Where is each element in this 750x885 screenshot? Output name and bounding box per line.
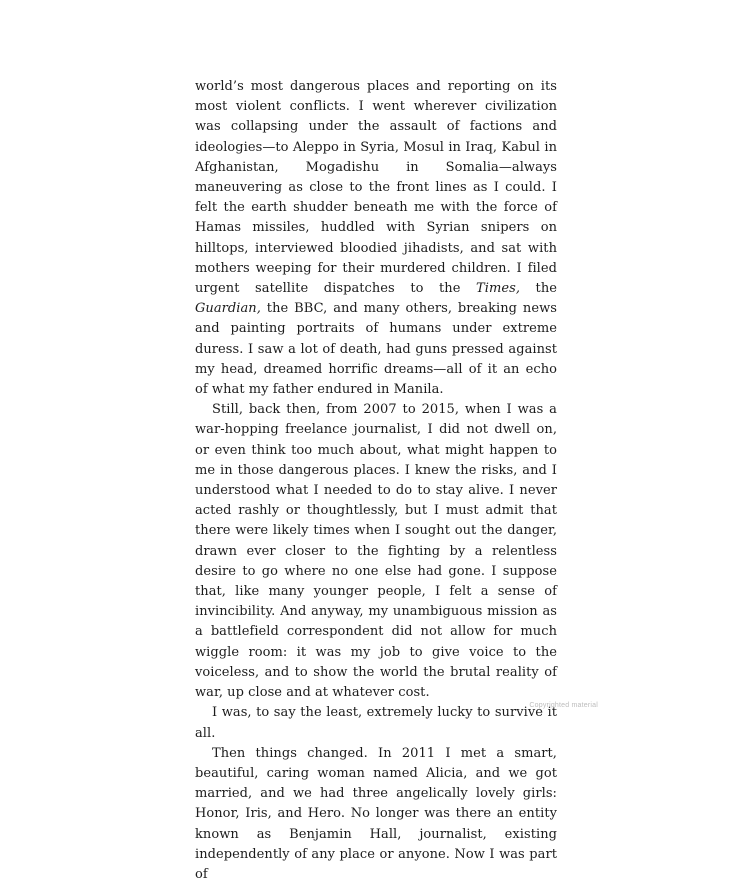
copyright-watermark: Copyrighted material <box>529 702 598 709</box>
paragraph-3: I was, to say the least, extremely lucky to survive it all. <box>195 705 557 741</box>
paragraph-2: Still, back then, from 2007 to 2015, when I was a war-hopping freelance journalist, I did not dwell on, or even think too much about, what might happen to me in those dangerous places. I knew the risks, and I understood what I needed to do to stay alive. I never acted rashly or thoughtlessly, but I must admit that there were likely times when I sought out the danger, drawn ever closer to the fighting by a relentless desire to go where no one else had gone. I suppose that, like many younger people, I felt a sense of invincibility. And anyway, my unambiguous mission as a battlefield correspondent did not allow for much wiggle room: it was my job to give voice to the voiceless, and to show the world the brutal reality of war, up close and at whatever cost. <box>195 402 557 701</box>
body-text <box>195 77 557 885</box>
paragraph-1: world’s most dangerous places and reporting on its most violent conflicts. I went wherever civilization was collapsing under the assault of factions and ideologies—to Aleppo in Syria, Mosul in Iraq, Kabul in Afghanistan, Mogadishu in Somalia—always maneuvering as close to the front lines as I could. I felt the earth shudder beneath me with the force of Hamas missiles, huddled with Syrian snipers on hilltops, interviewed bloodied jihadists, and sat with mothers weeping for their murdered children. I filed urgent satellite dispatches to the Times, the Guardian, the BBC, and many others, breaking news and painting portraits of humans under extreme duress. I saw a lot of death, had guns pressed against my head, dreamed horrific dreams—all of it an echo of what my father endured in Manila. <box>195 79 557 398</box>
paragraph-4: Then things changed. In 2011 I met a smart, beautiful, caring woman named Alicia, and we got married, and we had three angelically lovely girls: Honor, Iris, and Hero. No longer was there an entity known as Benjamin Hall, journalist, existing independently of any place or anyone. Now I was part of <box>195 745 557 882</box>
